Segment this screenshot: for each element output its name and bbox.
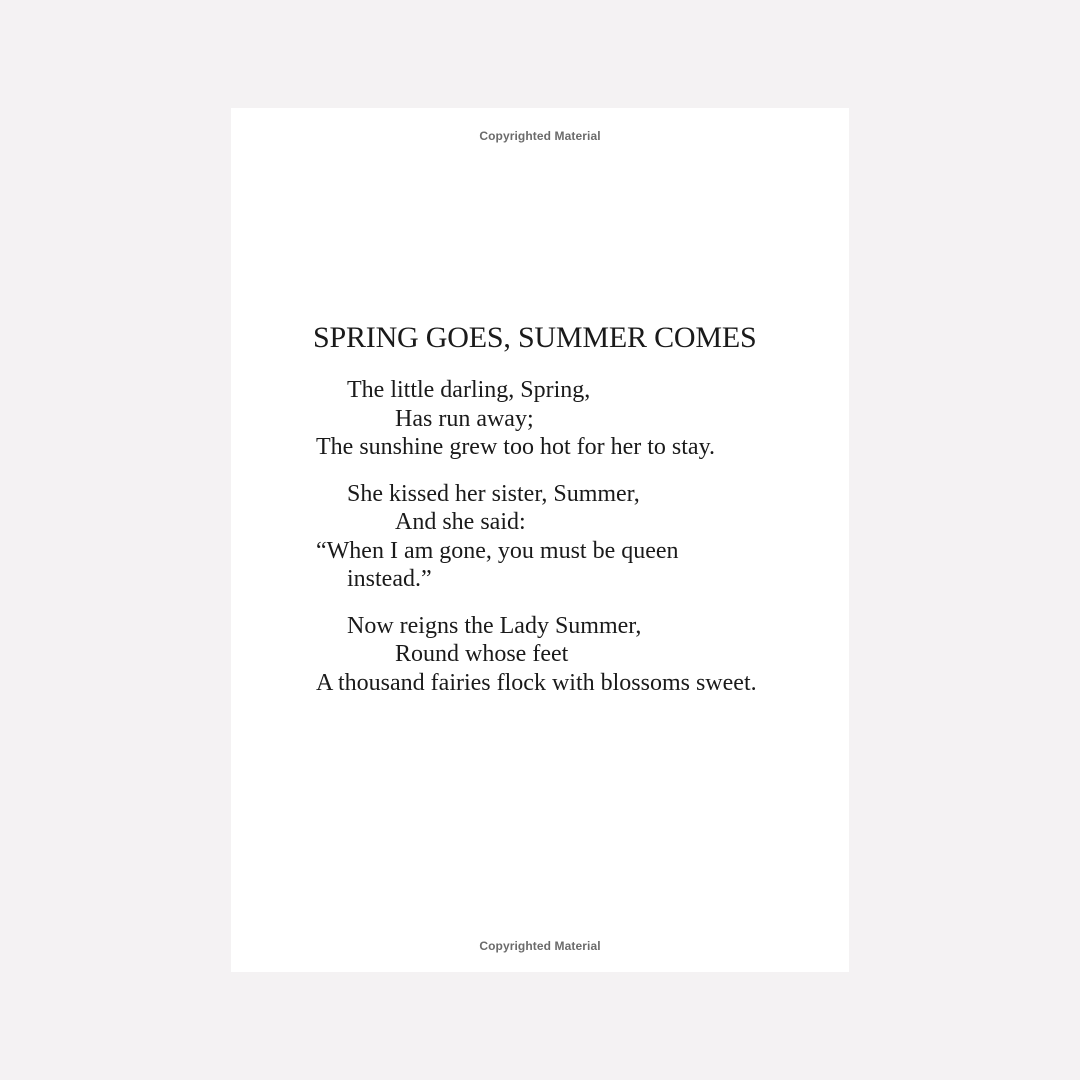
copyright-watermark-bottom: Copyrighted Material <box>479 939 601 953</box>
poem-stanza-1 <box>316 376 757 462</box>
poem-line: Now reigns the Lady Summer, <box>347 612 642 639</box>
poem-line: instead.” <box>347 566 432 592</box>
poem-line: “When I am gone, you must be queen <box>316 537 679 564</box>
poem-line: A thousand fairies flock with blossoms sweet. <box>316 669 757 696</box>
poem-stanza-2 <box>316 480 757 594</box>
book-page <box>231 108 849 972</box>
poem-line: Round whose feet <box>395 641 569 667</box>
poem-line: She kissed her sister, Summer, <box>347 480 640 507</box>
poem-line: And she said: <box>395 509 526 535</box>
poem-stanza-3 <box>316 612 757 698</box>
poem-title: SPRING GOES, SUMMER COMES <box>313 321 757 354</box>
copyright-watermark-top: Copyrighted Material <box>479 129 601 143</box>
poem-line: The little darling, Spring, <box>347 377 591 403</box>
poem-line: The sunshine grew too hot for her to stay. <box>316 434 716 460</box>
poem-line: Has run away; <box>395 405 534 432</box>
poem-body <box>316 376 757 715</box>
